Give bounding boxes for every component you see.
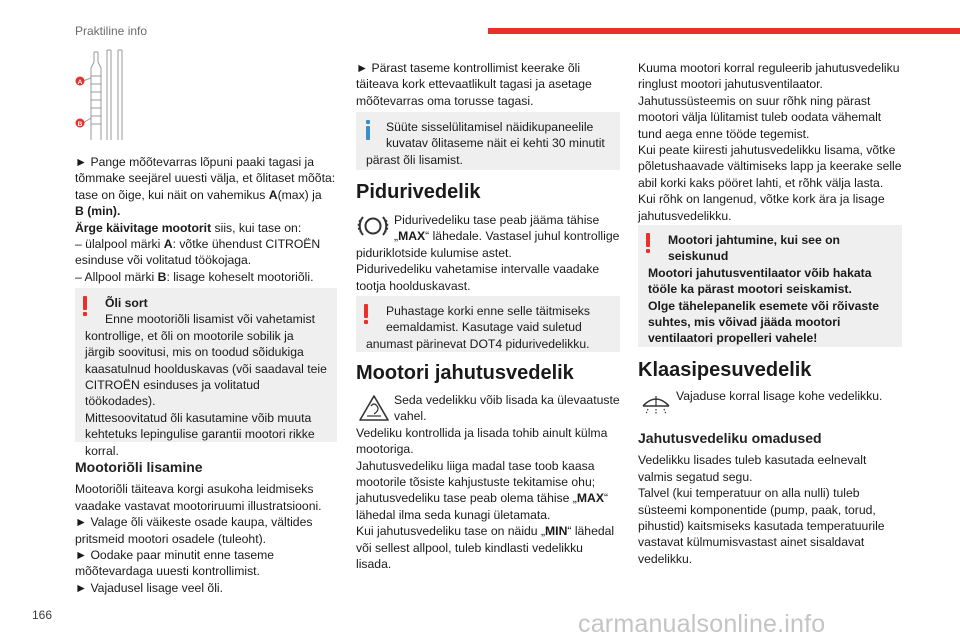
text-line: abil korki kaks pööret lahti, et rõhk välja lasta.	[638, 175, 884, 190]
washer-fluid-section	[638, 359, 902, 381]
text-line: eemaldamist. Kasutage vaid suletud	[386, 320, 582, 335]
oil-level-info-box	[356, 112, 620, 170]
text-line: või sellest allpool, tuleb kindlasti vedelikku	[356, 540, 583, 555]
text-line: ringlust mootori jahutusventilaator.	[638, 77, 823, 92]
coolant-section	[356, 362, 620, 384]
marker-b-label: B	[77, 121, 83, 128]
text-line: järgib soovitusi, mis on toodud sõidukiga	[85, 345, 304, 360]
text-line: lisada.	[356, 557, 392, 572]
text-line: ► Valage õli väikeste osade kaupa, vältides	[75, 515, 313, 530]
text-line: kehtetuks lepingulise garantii mootori rikke	[85, 427, 315, 442]
text-line: „MAX“ lähedale. Vastasel juhul kontrollige	[394, 229, 620, 244]
washer-fluid-text	[638, 388, 902, 404]
text-line: mootorile tõsiste kahjustuste tekitamise ohu;	[356, 475, 596, 490]
header-accent-bar	[488, 28, 960, 34]
text-line: Puhastage korki enne selle täitmiseks	[386, 304, 590, 318]
brake-fluid-warning	[356, 296, 620, 352]
text-line: jahutusvedeliku tase peab olema tähise „MAX“	[356, 491, 609, 506]
text-line: lähedal ilma seda kunagi ületamata.	[356, 507, 551, 522]
section-heading: Jahutusvedeliku omadused	[638, 430, 822, 446]
section-heading: Mootoriõli lisamine	[75, 459, 203, 475]
text-line: ► Pange mõõtevarras lõpuni paaki tagasi ja	[75, 155, 315, 169]
running-header: Praktiline info	[75, 24, 148, 38]
page-number: 166	[32, 608, 53, 622]
text-line: Talvel (kui temperatuur on alla nulli) tuleb	[638, 486, 860, 501]
text-line: Mootoriõli täiteava korgi asukoha leidmiseks	[75, 482, 314, 497]
text-line: mõõtevarras oma torusse tagasi.	[356, 93, 534, 108]
text-line: ► Vajadusel lisage veel õli.	[75, 580, 224, 595]
text-line: mootori välja lülitamist tuleb oodata vähemalt	[638, 110, 882, 125]
text-line: Vedelikku lisades tuleb kasutada eelnevalt	[638, 453, 867, 468]
text-line: vedelikku.	[638, 551, 693, 566]
text-line: Mootori jahutusventilaator võib hakata	[648, 265, 872, 280]
dipstick-instructions	[75, 154, 337, 285]
warning-icon	[364, 304, 369, 324]
text-line: tase on õige, kui näit on vahemikus A(max) ja	[75, 187, 322, 202]
text-line: ventilaatori propelleri vahele!	[648, 331, 818, 346]
text-line: vahel.	[394, 409, 427, 424]
text-line: Ärge käivitage mootorit siis, kui tase on:	[75, 220, 302, 235]
text-line: Mittesoovitatud õli kasutamine võib muuta	[85, 410, 312, 425]
section-title: Klaasipesuvedelik	[638, 359, 812, 381]
text-line: Jahutusvedeliku liiga madal tase toob kaasa	[356, 458, 595, 473]
watermark: carmanualsonline.info	[578, 610, 826, 638]
text-line: valmis segatud segu.	[638, 469, 753, 484]
text-line: Enne mootoriõli lisamist või vahetamist	[105, 312, 315, 327]
warning-icon	[646, 233, 651, 253]
text-line: anumast pärinevat DOT4 pidurivedelikku.	[366, 336, 590, 351]
text-line: kuvatav õlitaseme näit ei kehti 30 minutit	[386, 136, 605, 151]
text-line: pritsmeid mootori osadele (tuleoht).	[75, 531, 267, 546]
text-line: täiteava kork ettevaatlikult tagasi ja asetage	[356, 77, 592, 92]
warning-title: Mootori jahtumine, kui see on	[668, 233, 840, 247]
text-line: ► Oodake paar minutit enne taseme	[75, 548, 275, 563]
text-line: mootoriga.	[356, 442, 414, 457]
text-line: kontrollige, et õli on mootorile sobilik ja	[85, 328, 294, 343]
text-line: tootja hoolduskavast.	[356, 278, 471, 293]
text-line: Süüte sisselülitamisel näidikupaneelile	[386, 120, 594, 134]
coolant-hot-engine-text	[638, 60, 902, 224]
text-line: jahutusvedelikku.	[638, 208, 732, 223]
warning-title: Õli sort	[105, 296, 148, 310]
text-line: põletushaavade vältimiseks lapp ja keerake selle	[638, 159, 902, 174]
oil-grade-warning	[75, 288, 337, 458]
text-line: Vajaduse korral lisage kohe vedelikku.	[676, 389, 883, 403]
text-line: tund aega enne tööde tegemist.	[638, 126, 810, 141]
text-line: CITROËN esinduses ja volitatud töökodades).	[85, 378, 260, 409]
text-line: tööle ka pärast mootori seiskamist.	[648, 282, 852, 297]
section-title: Mootori jahutusvedelik	[356, 362, 574, 384]
dipstick-return-text	[356, 60, 620, 109]
text-line: suhtes, mis võivad jääda mootori	[648, 315, 841, 330]
marker-a-label: A	[77, 79, 83, 86]
text-line: Vedeliku kontrollida ja lisada tohib ainult külma	[356, 425, 608, 440]
text-line: Kuuma mootori korral reguleerib jahutusvedeliku	[638, 61, 900, 75]
engine-fan-warning	[638, 225, 902, 347]
text-line: pihustid) kaitsmiseks kasutada temperatuurile	[638, 519, 885, 534]
text-line: vaadake vastavat mootoriruumi illustratsiooni.	[75, 498, 322, 513]
text-line: Pidurivedeliku tase peab jääma tähise	[394, 213, 600, 227]
text-line: süsteemi komponentide (pump, paak, torud,	[638, 502, 876, 517]
text-line: mõõtevardaga uuesti kontrollimist.	[75, 564, 260, 579]
adding-oil-section	[75, 459, 337, 596]
brake-fluid-section	[356, 181, 620, 203]
section-title: Pidurivedelik	[356, 181, 481, 203]
text-line: Olge tähelepanelik esemete või rõivaste	[648, 298, 879, 313]
text-line: Kui jahutusvedeliku tase on näidu „MIN“ lähedal	[356, 524, 615, 539]
text-line: pärast õli lisamist.	[366, 152, 463, 167]
text-line: Kui rõhk on langenud, võtke kork ära ja lisage	[638, 192, 885, 207]
text-line: korral.	[85, 443, 119, 458]
info-icon	[366, 120, 371, 140]
text-line: – ülalpool märki A: võtke ühendust CITROËN	[75, 237, 321, 252]
text-line: vastavat külmumisvastast ainet sisaldavat	[638, 535, 865, 550]
brake-fluid-text	[356, 212, 620, 294]
text-line: tõmmake seejärel uuesti välja, et õlitaset mõõta:	[75, 171, 336, 186]
coolant-text	[356, 392, 620, 572]
dipstick-illustration	[75, 48, 135, 140]
warning-title: seiskunud	[668, 249, 729, 264]
text-line: Pidurivedeliku vahetamise intervalle vaadake	[356, 262, 600, 277]
warning-icon	[83, 296, 88, 316]
coolant-properties-section	[638, 430, 902, 567]
text-line: piduriklotside kulumise astet.	[356, 245, 512, 260]
text-line: B (min).	[75, 204, 121, 219]
text-line: kaasatulnud hoolduskavas (või saadaval teie	[85, 361, 327, 376]
text-line: ► Pärast taseme kontrollimist keerake õli	[356, 61, 581, 75]
text-line: Jahutussüsteemis on suur rõhk ning pärast	[638, 93, 871, 108]
text-line: esinduse või volitatud töökojaga.	[75, 253, 252, 268]
text-line: – Allpool märki B: lisage koheselt mootoriõli.	[75, 269, 314, 284]
text-line: Kui peate kiiresti jahutusvedelikku lisama, võtke	[638, 143, 896, 158]
text-line: Seda vedelikku võib lisada ka ülevaatuste	[394, 393, 620, 407]
